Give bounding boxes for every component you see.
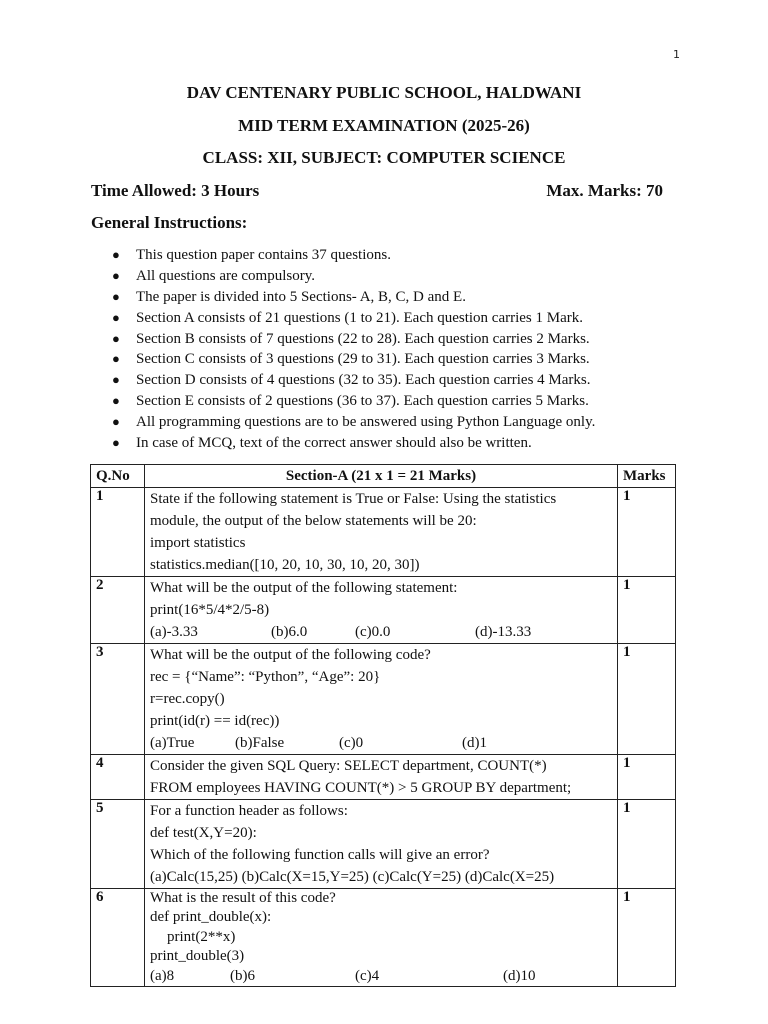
instruction-item: ● Section A consists of 21 questions (1 to 21). Each question carries 1 Mark. [108, 308, 595, 329]
page-number: 1 [673, 48, 680, 61]
code-line: def print_double(x): [150, 909, 272, 926]
bullet-icon: ● [112, 435, 120, 451]
code-line: r=rec.copy() [150, 691, 225, 707]
options-row [150, 621, 612, 643]
question-text [145, 488, 618, 577]
code-line: print(2**x) [167, 928, 236, 945]
code-line: print_double(3) [150, 948, 245, 965]
question-line: Consider the given SQL Query: SELECT department, COUNT(*) [150, 758, 547, 774]
code-line: rec = {“Name”: “Python”, “Age”: 20} [150, 669, 381, 685]
exam-title: MID TERM EXAMINATION (2025-26) [238, 116, 530, 135]
question-row [91, 755, 676, 800]
question-text [145, 577, 618, 644]
options-line: (a)Calc(15,25) (b)Calc(X=15,Y=25) (c)Calc(Y=25) (d)Calc(X=25) [150, 869, 555, 885]
code-line: print(16*5/4*2/5-8) [150, 602, 270, 618]
question-row [91, 889, 676, 987]
option-b: (b)False [235, 735, 285, 751]
time-allowed: Time Allowed: 3 Hours [91, 181, 260, 200]
question-row [91, 577, 676, 644]
question-marks: 1 [618, 800, 676, 889]
instruction-item: ● In case of MCQ, text of the correct answer should also be written. [108, 433, 595, 454]
instructions-title: General Instructions: [91, 213, 248, 232]
question-number: 4 [91, 755, 145, 800]
instruction-item: ● All questions are compulsory. [108, 266, 595, 287]
bullet-icon: ● [112, 393, 120, 409]
instruction-item: ● Section E consists of 2 questions (36 to 37). Each question carries 5 Marks. [108, 391, 595, 412]
question-marks: 1 [618, 889, 676, 987]
question-text [145, 755, 618, 800]
instruction-item: ● Section C consists of 3 questions (29 to 31). Each question carries 3 Marks. [108, 349, 595, 370]
header-qno: Q.No [91, 465, 145, 488]
question-row [91, 644, 676, 755]
question-line: Which of the following function calls will give an error? [150, 847, 490, 863]
question-number: 6 [91, 889, 145, 987]
question-marks: 1 [618, 755, 676, 800]
instruction-item: ● This question paper contains 37 questions. [108, 245, 595, 266]
bullet-icon: ● [112, 414, 120, 430]
question-number: 1 [91, 488, 145, 577]
option-c: (c)4 [355, 967, 380, 984]
options-row [150, 967, 612, 986]
question-line: What will be the output of the following code? [150, 647, 431, 663]
question-line: FROM employees HAVING COUNT(*) > 5 GROUP BY department; [150, 780, 572, 796]
question-line: What is the result of this code? [150, 890, 336, 906]
bullet-icon: ● [112, 288, 120, 304]
question-line: module, the output of the below statements will be 20: [150, 513, 477, 529]
option-d: (d)10 [503, 967, 536, 984]
max-marks: Max. Marks: 70 [546, 181, 663, 200]
bullet-icon: ● [112, 267, 120, 283]
question-table [90, 464, 676, 987]
question-row [91, 800, 676, 889]
options-row [150, 732, 612, 754]
option-a: (a)True [150, 735, 195, 751]
code-line: def test(X,Y=20): [150, 825, 257, 841]
time-marks-row [91, 181, 663, 201]
question-number: 3 [91, 644, 145, 755]
instruction-item: ● Section B consists of 7 questions (22 to 28). Each question carries 2 Marks. [108, 329, 595, 350]
option-b: (b)6.0 [271, 624, 308, 640]
question-marks: 1 [618, 577, 676, 644]
question-text [145, 800, 618, 889]
instruction-item: ● Section D consists of 4 questions (32 to 35). Each question carries 4 Marks. [108, 370, 595, 391]
bullet-icon: ● [112, 351, 120, 367]
question-number: 5 [91, 800, 145, 889]
instructions-list [108, 245, 595, 454]
question-marks: 1 [618, 644, 676, 755]
question-row [91, 488, 676, 577]
option-d: (d)1 [462, 735, 487, 751]
option-d: (d)-13.33 [475, 624, 532, 640]
question-number: 2 [91, 577, 145, 644]
option-c: (c)0 [339, 735, 364, 751]
question-marks: 1 [618, 488, 676, 577]
school-name: DAV CENTENARY PUBLIC SCHOOL, HALDWANI [186, 83, 582, 102]
question-line: State if the following statement is True or False: Using the statistics [150, 491, 557, 507]
question-text [145, 889, 618, 987]
option-b: (b)6 [230, 967, 255, 984]
question-text [145, 644, 618, 755]
class-subject: CLASS: XII, SUBJECT: COMPUTER SCIENCE [202, 148, 566, 167]
option-a: (a)8 [150, 967, 175, 984]
code-line: statistics.median([10, 20, 10, 30, 10, 20, 30]) [150, 557, 420, 573]
instruction-item: ● All programming questions are to be answered using Python Language only. [108, 412, 595, 433]
question-line: What will be the output of the following statement: [150, 580, 458, 596]
instruction-item: ● The paper is divided into 5 Sections- A, B, C, D and E. [108, 287, 595, 308]
option-c: (c)0.0 [355, 624, 391, 640]
question-line: For a function header as follows: [150, 803, 348, 819]
header-section: Section-A (21 x 1 = 21 Marks) [145, 465, 618, 488]
bullet-icon: ● [112, 330, 120, 346]
bullet-icon: ● [112, 247, 120, 262]
bullet-icon: ● [112, 372, 120, 388]
bullet-icon: ● [112, 309, 120, 325]
option-a: (a)-3.33 [150, 624, 198, 640]
table-header-row [91, 465, 676, 488]
header-marks: Marks [618, 465, 676, 488]
code-line: import statistics [150, 535, 246, 551]
code-line: print(id(r) == id(rec)) [150, 713, 280, 729]
